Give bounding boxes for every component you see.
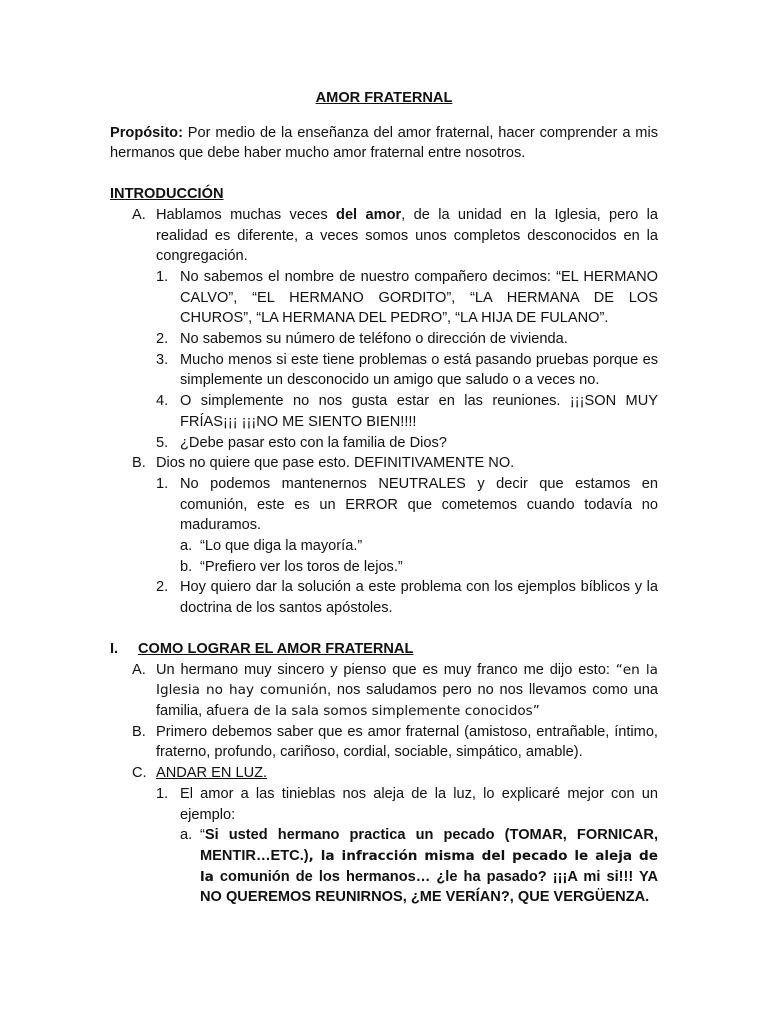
intro-heading: INTRODUCCIÓN bbox=[110, 186, 224, 203]
list-item-text: No podemos mantenernos NEUTRALES y decir que estamos en comunión, este es un ERROR que cometemos cuando todavía no maduramos. bbox=[180, 475, 658, 534]
intro-item-a bbox=[110, 205, 658, 267]
list-item-text: Hablamos muchas veces del amor, de la unidad en la Iglesia, pero la realidad es diferente, a veces somos unos completos desconocidos en la congregación. bbox=[156, 206, 658, 265]
list-marker: a. bbox=[180, 827, 193, 844]
intro-item-b bbox=[110, 453, 658, 474]
list-item bbox=[110, 350, 658, 391]
section-marker: I. bbox=[110, 640, 119, 657]
list-item-text: Dios no quiere que pase esto. DEFINITIVAMENTE NO. bbox=[156, 455, 515, 472]
list-marker: A. bbox=[132, 206, 146, 223]
list-item-text: O simplemente no nos gusta estar en las reuniones. ¡¡¡SON MUY FRÍAS¡¡¡ ¡¡¡NO ME SIENTO BIEN!!!! bbox=[180, 393, 658, 430]
list-item-text: No sabemos su número de teléfono o dirección de vivienda. bbox=[180, 331, 568, 348]
list-marker: A. bbox=[132, 661, 146, 678]
list-marker: 4. bbox=[156, 393, 169, 410]
list-marker: 1. bbox=[156, 475, 169, 492]
underlined-phrase: ANDAR EN LUZ. bbox=[156, 765, 268, 782]
document-title: AMOR FRATERNAL bbox=[315, 90, 453, 106]
list-item bbox=[110, 825, 658, 908]
section-item-a bbox=[110, 660, 658, 722]
list-item bbox=[110, 329, 658, 350]
list-marker: 5. bbox=[156, 434, 169, 451]
list-marker: a. bbox=[180, 538, 193, 555]
list-marker: 3. bbox=[156, 351, 169, 368]
list-item bbox=[110, 557, 658, 578]
section-title: COMO LOGRAR EL AMOR FRATERNAL bbox=[138, 640, 414, 657]
list-item-text bbox=[156, 763, 658, 784]
bold-phrase: del amor bbox=[336, 206, 402, 223]
list-item bbox=[110, 474, 658, 536]
list-item-text: Mucho menos si este tiene problemas o está pasando pruebas porque es simplemente un desconocido un amigo que saludo o a veces no. bbox=[180, 351, 658, 389]
list-item-text: No sabemos el nombre de nuestro compañero decimos: “EL HERMANO CALVO”, “EL HERMANO GORDITO”, “LA HERMANA DE LOS CHUROS”, “LA HERMANA DEL PEDRO”, “LA HIJA DE FULANO”. bbox=[180, 268, 658, 327]
quote-text: uera de la sala somos simplemente conocidos” bbox=[218, 702, 540, 719]
list-marker: b. bbox=[180, 558, 193, 575]
section-item-b bbox=[110, 722, 658, 763]
list-item bbox=[110, 391, 658, 432]
list-item-text: Un hermano muy sincero y pienso que es muy franco me dijo esto: “en la Iglesia no hay comunión, nos saludamos pero no nos llevamos como una familia, afuera de la sala somos simplemente conocidos” bbox=[156, 661, 659, 719]
list-marker: 1. bbox=[156, 268, 169, 285]
list-marker: 2. bbox=[156, 579, 169, 596]
list-marker: B. bbox=[132, 723, 146, 740]
list-item-text: El amor a las tinieblas nos aleja de la luz, lo explicaré mejor con un ejemplo: bbox=[180, 785, 658, 823]
list-item bbox=[110, 577, 658, 618]
list-item-text: Hoy quiero dar la solución a este problema con los ejemplos bíblicos y la doctrina de los santos apóstoles. bbox=[180, 579, 658, 617]
list-marker: 2. bbox=[156, 331, 169, 348]
list-item bbox=[110, 267, 658, 329]
purpose-label: Propósito: bbox=[110, 124, 183, 141]
list-item-text: ¿Debe pasar esto con la familia de Dios? bbox=[180, 434, 447, 451]
list-item bbox=[110, 784, 658, 825]
list-marker: 1. bbox=[156, 785, 169, 802]
list-marker: B. bbox=[132, 455, 146, 472]
list-item-text: Primero debemos saber que es amor fraternal (amistoso, entrañable, íntimo, fraterno, profundo, cariñoso, cordial, sociable, simpático, amable). bbox=[156, 723, 658, 761]
purpose-text: Por medio de la enseñanza del amor fraternal, hacer comprender a mis hermanos que debe haber mucho amor fraternal entre nosotros. bbox=[110, 124, 658, 162]
list-item-text: “Lo que diga la mayoría.” bbox=[200, 538, 363, 555]
list-item bbox=[110, 433, 658, 454]
section-heading bbox=[110, 639, 658, 660]
purpose-paragraph bbox=[110, 123, 658, 164]
list-item-text: “Si usted hermano practica un pecado (TOMAR, FORNICAR, MENTIR…ETC.), la infracción misma del pecado le aleja de la comunión de los hermanos… ¿le ha pasado? ¡¡¡A mi si!!! YA NO QUEREMOS REUNIRNOS, ¿ME VERÍAN?, QUE VERGÜENZA. bbox=[200, 827, 658, 906]
document-page bbox=[110, 88, 658, 908]
section-item-c bbox=[110, 763, 658, 784]
list-marker: C. bbox=[132, 765, 147, 782]
quote-text: “en la Iglesia no hay comunión bbox=[156, 661, 658, 699]
list-item-text: “Prefiero ver los toros de lejos.” bbox=[200, 558, 403, 575]
list-item bbox=[110, 536, 658, 557]
